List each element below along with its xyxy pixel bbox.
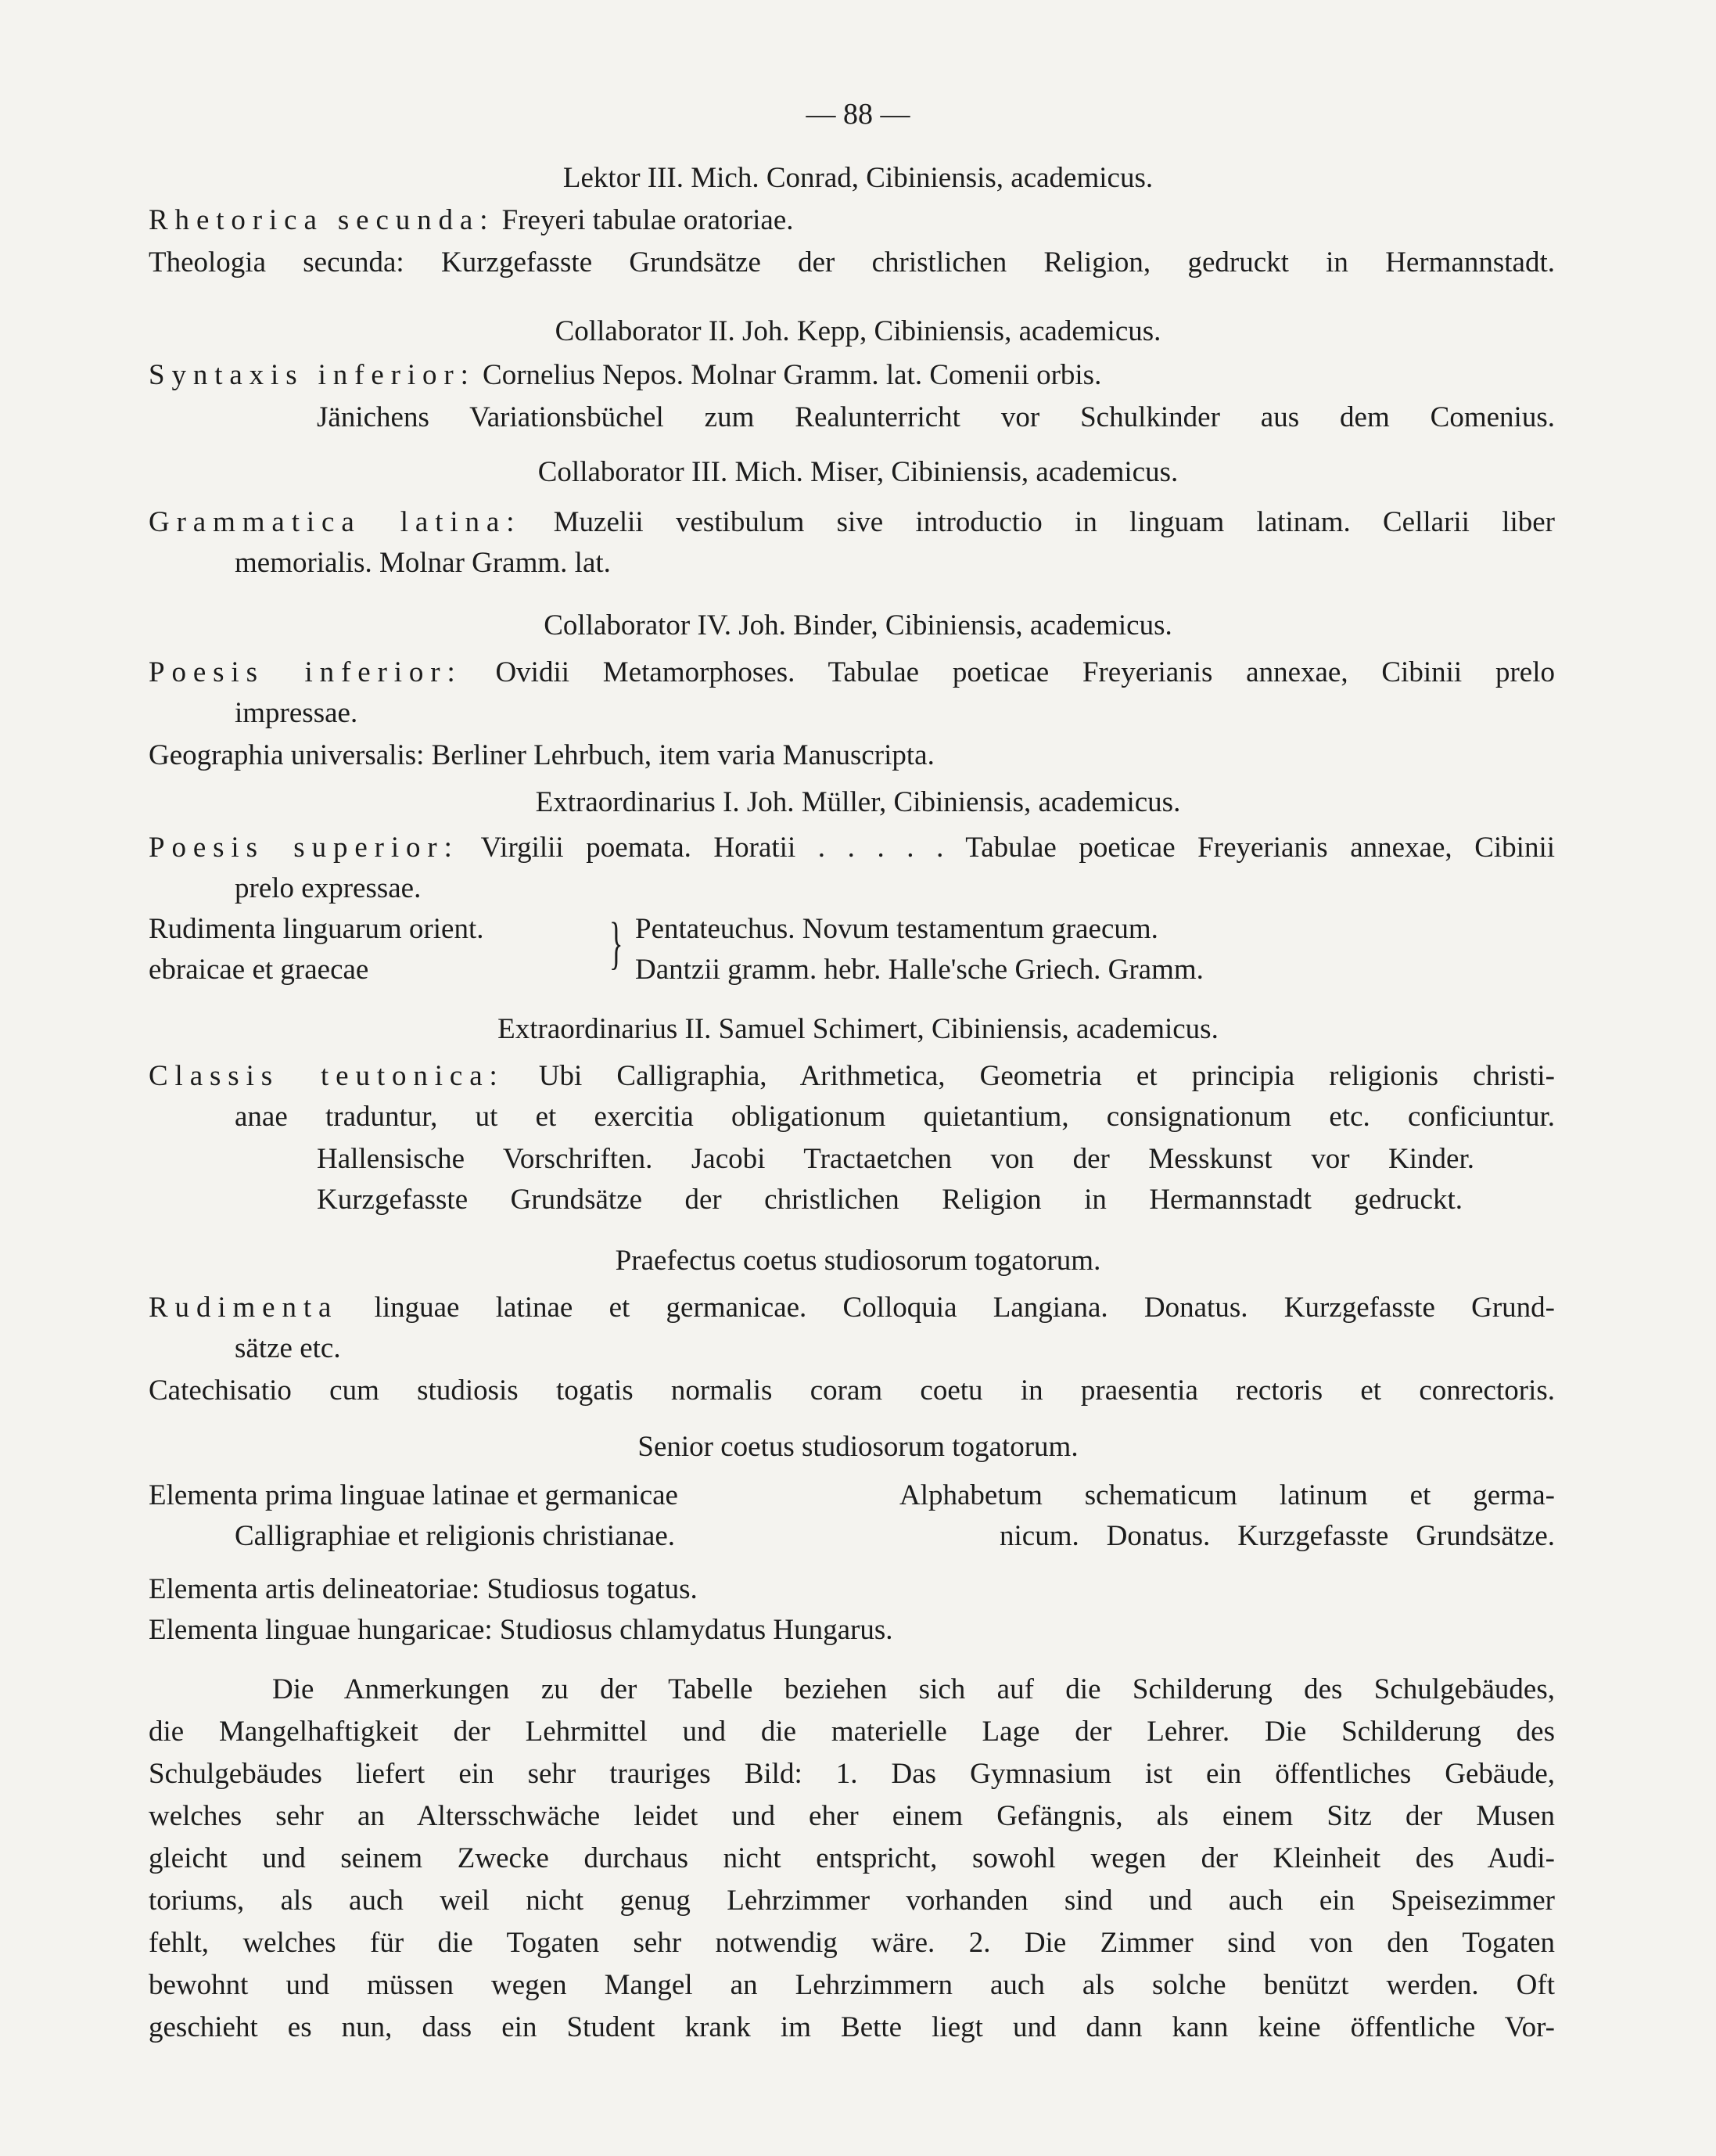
teacher-heading: Extraordinarius I. Joh. Müller, Cibiniensis, academicus. [535, 786, 1181, 818]
subject-text: Virgilii poemata. Horatii . . . . . Tabulae poeticae Freyerianis annexae, Cibinii [458, 832, 1556, 864]
paragraph-line: Die Anmerkungen zu der Tabelle beziehen sich auf die Schilderung des Schulgebäudes, [272, 1673, 1555, 1705]
subject-continuation: Hallensische Vorschriften. Jacobi Tractaetchen von der Messkunst vor Kinder. [317, 1143, 1474, 1175]
subject-continuation: Kurzgefasste Grundsätze der christlichen Religion in Hermannstadt gedruckt. [317, 1184, 1463, 1216]
subject-right-column: Alphabetum schematicum latinum et germa- [899, 1479, 1555, 1511]
paragraph-line: welches sehr an Altersschwäche leidet und eher einem Gefängnis, als einem Sitz der Musen [149, 1800, 1555, 1832]
subject-right-column: nicum. Donatus. Kurzgefasste Grundsätze. [1000, 1520, 1555, 1552]
teacher-heading: Extraordinarius II. Samuel Schimert, Cibiniensis, academicus. [497, 1013, 1219, 1045]
subject-right-column: Pentateuchus. Novum testamentum graecum. [635, 913, 1158, 945]
subject-line [149, 202, 794, 239]
subject-title: Grammatica latina: [149, 506, 522, 538]
subject-line: Elementa linguae hungaricae: Studiosus chlamydatus Hungarus. [149, 1614, 893, 1646]
subject-title: Poesis superior: [149, 832, 459, 864]
subject-left-column: Elementa prima linguae latinae et germanicae [149, 1479, 678, 1511]
paragraph-line: bewohnt und müssen wegen Mangel an Lehrzimmern auch als solche benützt werden. Oft [149, 1969, 1555, 2001]
subject-title: Theologia secunda: [149, 246, 404, 278]
subject-line [149, 504, 1555, 541]
paragraph-line: gleicht und seinem Zwecke durchaus nicht entspricht, sowohl wegen der Kleinheit des Audi- [149, 1842, 1555, 1874]
subject-title: Classis teutonica: [149, 1060, 504, 1092]
subject-line [149, 829, 1555, 867]
subject-continuation: Jänichens Variationsbüchel zum Realunterricht vor Schulkinder aus dem Comenius. [317, 401, 1555, 433]
subject-continuation: memorialis. Molnar Gramm. lat. [235, 547, 611, 579]
subject-title: Rhetorica secunda: [149, 204, 495, 236]
subject-line [149, 1289, 1555, 1327]
teacher-heading: Praefectus coetus studiosorum togatorum. [615, 1245, 1101, 1277]
brace-icon: } [608, 911, 623, 976]
subject-title: Rudimenta [149, 1292, 339, 1324]
paragraph-line: Schulgebäudes liefert ein sehr trauriges Bild: 1. Das Gymnasium ist ein öffentliches Gebäude, [149, 1758, 1555, 1790]
subject-line: Catechisatio cum studiosis togatis normalis coram coetu in praesentia rectoris et conrectoris. [149, 1374, 1555, 1407]
subject-text: Kurzgefasste Grundsätze der christlichen Religion, gedruckt in Hermannstadt. [404, 246, 1555, 278]
subject-continuation: impressae. [235, 697, 358, 729]
subject-line [149, 1058, 1555, 1095]
subject-continuation: prelo expressae. [235, 872, 422, 904]
subject-text: Cornelius Nepos. Molnar Gramm. lat. Comenii orbis. [475, 359, 1102, 391]
subject-continuation: anae traduntur, ut et exercitia obligationum quietantium, consignationum etc. conficiuntur. [235, 1101, 1555, 1133]
subject-text: linguae latinae et germanicae. Colloquia Langiana. Donatus. Kurzgefasste Grund- [338, 1292, 1555, 1324]
subject-line: Geographia universalis: Berliner Lehrbuch, item varia Manuscripta. [149, 739, 935, 771]
paragraph-line: toriums, als auch weil nicht genug Lehrzimmer vorhanden sind und auch ein Speisezimmer [149, 1885, 1555, 1917]
subject-text: Muzelii vestibulum sive introductio in linguam latinam. Cellarii liber [521, 506, 1555, 538]
subject-line: Elementa artis delineatoriae: Studiosus togatus. [149, 1573, 698, 1605]
page-number: — 88 — [806, 98, 910, 131]
subject-text: Freyeri tabulae oratoriae. [494, 204, 794, 236]
teacher-heading: Senior coetus studiosorum togatorum. [637, 1431, 1079, 1463]
subject-line [149, 357, 1101, 394]
teacher-heading: Collaborator III. Mich. Miser, Cibiniensis, academicus. [537, 456, 1179, 488]
paragraph-line: fehlt, welches für die Togaten sehr notwendig wäre. 2. Die Zimmer sind von den Togaten [149, 1927, 1555, 1959]
subject-text: Ubi Calligraphia, Arithmetica, Geometria et principia religionis christi- [504, 1060, 1555, 1092]
subject-line [149, 244, 1555, 282]
teacher-heading: Lektor III. Mich. Conrad, Cibiniensis, academicus. [562, 162, 1154, 194]
teacher-heading: Collaborator II. Joh. Kepp, Cibiniensis, academicus. [555, 315, 1161, 347]
subject-line [149, 654, 1555, 692]
subject-left-column: Calligraphiae et religionis christianae. [235, 1520, 676, 1552]
subject-title: Syntaxis inferior: [149, 359, 476, 391]
paragraph-line: die Mangelhaftigkeit der Lehrmittel und die materielle Lage der Lehrer. Die Schilderung des [149, 1716, 1555, 1748]
subject-title: Poesis inferior: [149, 656, 462, 688]
subject-continuation: sätze etc. [235, 1332, 341, 1364]
paragraph-line: geschieht es nun, dass ein Student krank im Bette liegt und dann kann keine öffentliche Vor- [149, 2011, 1555, 2043]
subject-left-column: ebraicae et graecae [149, 954, 369, 986]
subject-text: Ovidii Metamorphoses. Tabulae poeticae Freyerianis annexae, Cibinii prelo [461, 656, 1555, 688]
teacher-heading: Collaborator IV. Joh. Binder, Cibiniensis, academicus. [544, 609, 1172, 641]
subject-left-column: Rudimenta linguarum orient. [149, 913, 484, 945]
subject-right-column: Dantzii gramm. hebr. Halle'sche Griech. Gramm. [635, 954, 1204, 986]
